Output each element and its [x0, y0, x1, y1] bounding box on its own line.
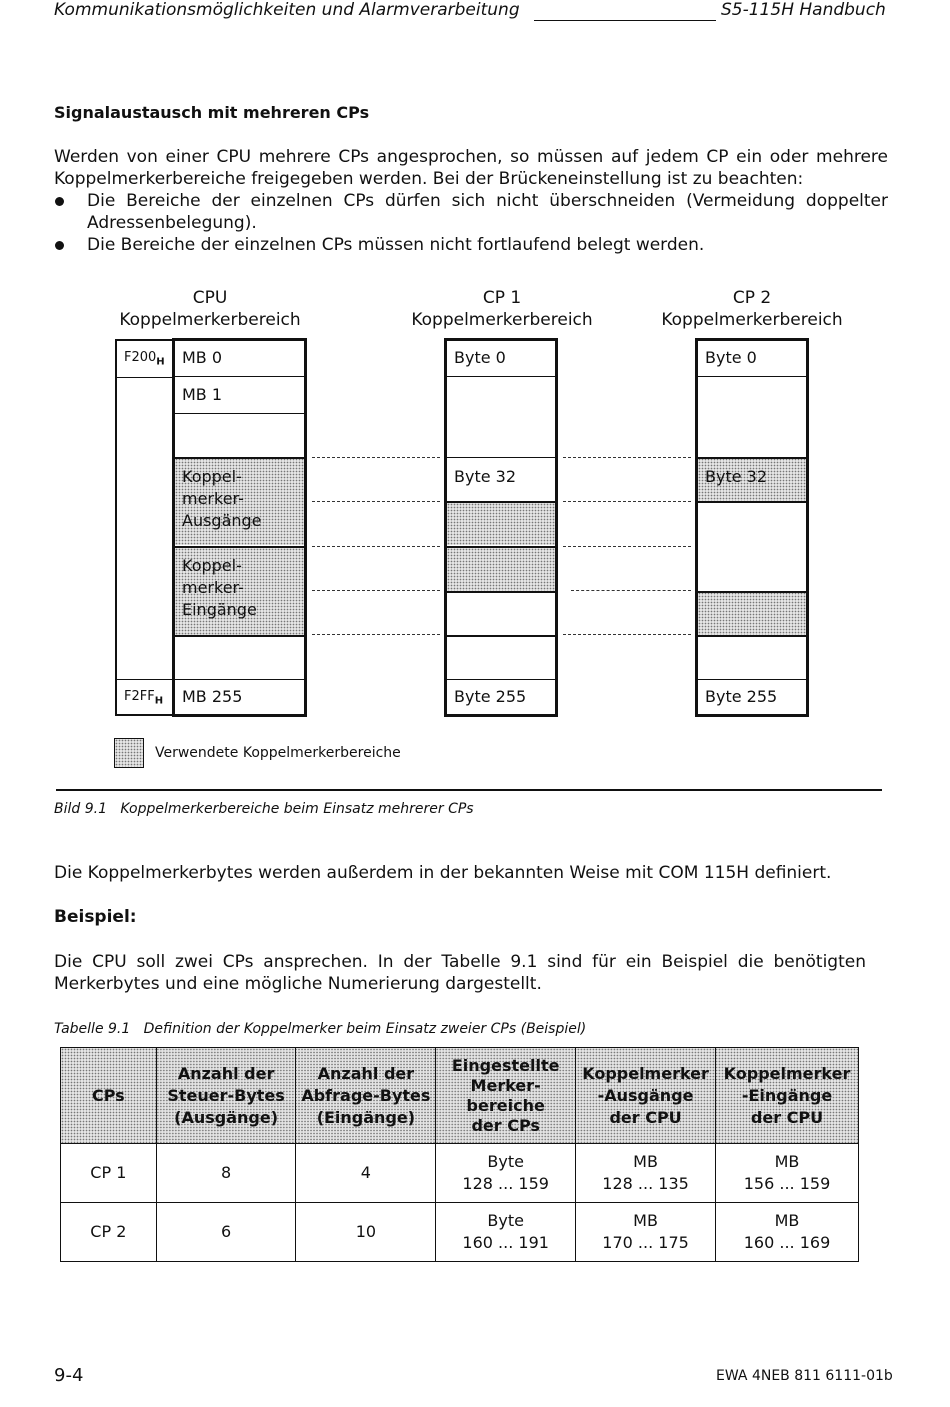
- cp1-column-title: [402, 287, 602, 331]
- definition-table: [60, 1047, 859, 1262]
- connector-dashed-line: [312, 590, 440, 591]
- cell-divider: [447, 376, 555, 377]
- table-row: [61, 1203, 859, 1262]
- document-code: EWA 4NEB 811 6111-01b: [716, 1368, 893, 1384]
- connector-dashed-line: [312, 634, 440, 635]
- table-cell: 10: [296, 1203, 436, 1262]
- table-cell: 6: [156, 1203, 296, 1262]
- cp1-byte0-label: Byte 0: [454, 348, 506, 367]
- table-caption: Tabelle 9.1 Definition der Koppelmerker beim Einsatz zweier CPs (Beispiel): [54, 1021, 587, 1037]
- column-title-line: Koppelmerkerbereich: [661, 310, 843, 330]
- cpu-outputs-label: Koppel- merker- Ausgänge: [182, 467, 262, 530]
- bullet-dot: [55, 197, 64, 206]
- cell-divider: [698, 376, 806, 377]
- cp2-byte32-label: Byte 32: [705, 467, 768, 486]
- cp2-byte0-label: Byte 0: [705, 348, 757, 367]
- address-divider: [117, 679, 174, 680]
- cell-divider: [698, 501, 806, 503]
- bullet-item: Die Bereiche der einzelnen CPs müssen nicht fortlaufend belegt werden.: [87, 235, 705, 255]
- para-after-figure: Die Koppelmerkerbytes werden außerdem in der bekannten Weise mit COM 115H definiert.: [54, 863, 832, 883]
- connector-dashed-line: [312, 546, 440, 547]
- cp2-byte255-label: Byte 255: [705, 687, 778, 706]
- table-row: [61, 1144, 859, 1203]
- cpu-inputs-label: Koppel- merker- Eingänge: [182, 556, 257, 619]
- table-cell: CP 2: [61, 1203, 157, 1262]
- column-title-line: CPU: [192, 288, 228, 308]
- table-cell: MB 156 ... 159: [716, 1144, 859, 1203]
- header-rule: [534, 20, 716, 21]
- cell-divider: [175, 546, 304, 548]
- cell-divider: [175, 457, 304, 459]
- example-heading: Beispiel:: [54, 907, 137, 927]
- cell-divider: [447, 635, 555, 637]
- address-divider: [117, 377, 174, 378]
- column-title-line: Koppelmerkerbereich: [411, 310, 593, 330]
- page-number: 9-4: [54, 1365, 84, 1386]
- intro-paragraph: Werden von einer CPU mehrere CPs angesprochen, so müssen auf jedem CP ein oder mehrere Koppelmerkerbereiche freigegeben werden. Bei der Brückeneinstellung ist zu beachten:: [54, 147, 888, 189]
- cell-divider: [698, 635, 806, 637]
- cpu-mb1-label: MB 1: [182, 385, 223, 404]
- connector-dashed-line: [563, 634, 691, 635]
- cell-divider: [698, 457, 806, 459]
- header-left: Kommunikationsmöglichkeiten und Alarmverarbeitung: [54, 0, 520, 20]
- cpu-mb255-label: MB 255: [182, 687, 243, 706]
- cell-divider: [447, 546, 555, 548]
- address-column: [115, 339, 174, 716]
- cell-divider: [175, 635, 304, 637]
- connector-dashed-line: [563, 501, 691, 502]
- cell-divider: [447, 457, 555, 458]
- legend-swatch: [114, 738, 144, 768]
- cell-divider: [175, 376, 304, 377]
- cpu-mb0-label: MB 0: [182, 348, 223, 367]
- cp2-used-area: [698, 592, 806, 635]
- table-cell: Byte 128 ... 159: [436, 1144, 576, 1203]
- column-title-line: CP 1: [482, 288, 522, 308]
- figure-caption: Bild 9.1 Koppelmerkerbereiche beim Einsatz mehrerer CPs: [54, 801, 474, 817]
- figure-rule: [56, 789, 882, 791]
- cell-divider: [698, 591, 806, 593]
- address-end: $F2FF_H$: [124, 689, 164, 707]
- column-title-line: CP 2: [732, 288, 772, 308]
- connector-dashed-line: [563, 546, 691, 547]
- cp1-byte255-label: Byte 255: [454, 687, 527, 706]
- table-header-cell: Anzahl der Abfrage-Bytes (Eingänge): [296, 1048, 436, 1144]
- section-title: Signalaustausch mit mehreren CPs: [54, 103, 370, 122]
- table-cell: Byte 160 ... 191: [436, 1203, 576, 1262]
- bullet-dot: [55, 241, 64, 250]
- table-header-cell: CPs: [61, 1048, 157, 1144]
- column-title-line: Koppelmerkerbereich: [119, 310, 301, 330]
- cell-divider: [447, 679, 555, 680]
- cell-divider: [447, 501, 555, 503]
- example-paragraph: Die CPU soll zwei CPs ansprechen. In der Tabelle 9.1 sind für ein Beispiel die benötigten Merkerbytes und eine mögliche Numerierung dargestellt.: [54, 952, 866, 994]
- header-right: S5-115H Handbuch: [721, 0, 886, 20]
- cp2-column-title: [652, 287, 852, 331]
- table-cell: MB 170 ... 175: [576, 1203, 716, 1262]
- cell-divider: [447, 591, 555, 593]
- table-cell: 8: [156, 1144, 296, 1203]
- connector-dashed-line: [571, 590, 691, 591]
- bullet-item: Die Bereiche der einzelnen CPs dürfen sich nicht überschneiden (Vermeidung doppelter Adressenbelegung).: [87, 191, 888, 233]
- table-header-row: [61, 1048, 859, 1144]
- legend-label: Verwendete Koppelmerkerbereiche: [155, 745, 401, 761]
- table-header-cell: Anzahl der Steuer-Bytes (Ausgänge): [156, 1048, 296, 1144]
- cpu-memory-box: [172, 338, 307, 717]
- cp1-byte32-label: Byte 32: [454, 467, 517, 486]
- cp1-memory-box: [444, 338, 558, 717]
- table-cell: 4: [296, 1144, 436, 1203]
- cell-divider: [175, 679, 304, 680]
- cell-divider: [175, 413, 304, 414]
- cell-divider: [698, 679, 806, 680]
- cpu-column-title: [110, 287, 310, 331]
- cp1-used-area: [447, 548, 555, 592]
- table-cell: CP 1: [61, 1144, 157, 1203]
- cp2-memory-box: [695, 338, 809, 717]
- table-header-cell: Eingestellte Merker- bereiche der CPs: [436, 1048, 576, 1144]
- table-cell: MB 128 ... 135: [576, 1144, 716, 1203]
- address-start: $F200_H$: [124, 350, 165, 368]
- connector-dashed-line: [312, 457, 440, 458]
- table-header-cell: Koppelmerker -Ausgänge der CPU: [576, 1048, 716, 1144]
- cp1-used-area: [447, 503, 555, 545]
- table-header-cell: Koppelmerker -Eingänge der CPU: [716, 1048, 859, 1144]
- table-cell: MB 160 ... 169: [716, 1203, 859, 1262]
- connector-dashed-line: [312, 501, 440, 502]
- connector-dashed-line: [563, 457, 691, 458]
